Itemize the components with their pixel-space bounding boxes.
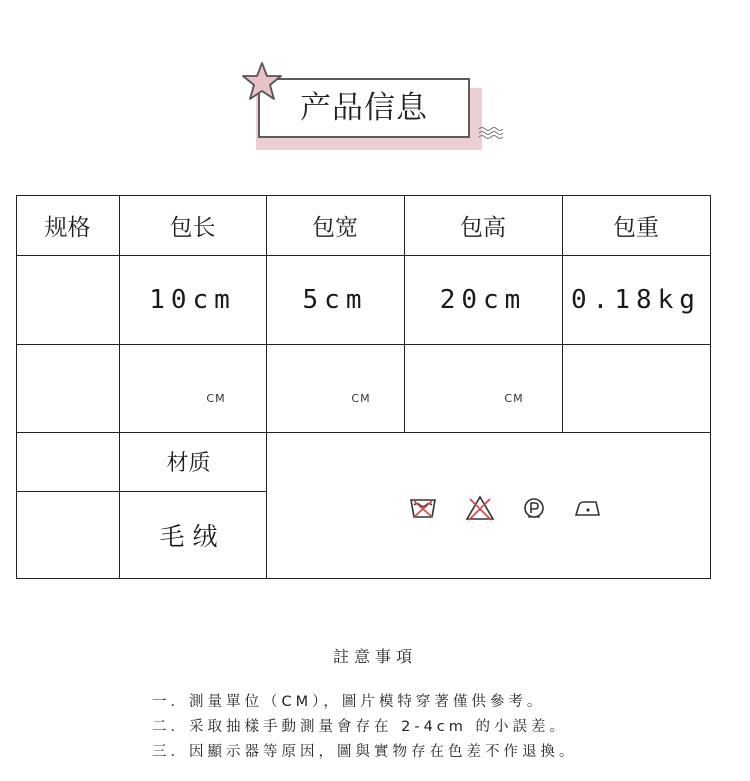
- care-icons: [409, 495, 603, 521]
- dry-clean-p-icon: [523, 497, 545, 519]
- low-iron-icon: [573, 497, 603, 519]
- unit-width: CM: [351, 391, 371, 405]
- product-info-table: [16, 195, 711, 579]
- section-header-badge: [240, 60, 510, 160]
- hand-wash-icon: [409, 496, 437, 520]
- header-weight: 包重: [613, 214, 659, 241]
- header-height: 包高: [460, 214, 506, 241]
- header-spec: 规格: [44, 214, 91, 241]
- value-height: 20cm: [439, 284, 527, 315]
- no-bleach-icon: [465, 495, 495, 521]
- material-label: 材质: [166, 451, 211, 476]
- header-width: 包宽: [312, 214, 358, 241]
- header-length: 包长: [169, 214, 216, 241]
- unit-height: CM: [504, 391, 524, 405]
- note-item-3: 三．因顯示器等原因，圖與實物存在色差不作退換。: [152, 744, 578, 760]
- value-length: 10cm: [149, 284, 236, 315]
- note-item-1: 一．測量單位（CM），圖片模特穿著僅供參考。: [152, 694, 546, 710]
- material-value: 毛绒: [159, 521, 226, 551]
- note-item-2: 二．采取抽樣手動測量會存在 2-4cm 的小誤差。: [152, 719, 568, 735]
- wave-decoration-icon: [478, 126, 504, 140]
- unit-length: CM: [206, 391, 226, 405]
- value-weight: 0.18kg: [571, 284, 701, 315]
- star-icon: [240, 60, 284, 104]
- notes-title: 註意事項: [332, 647, 417, 666]
- section-title: 产品信息: [300, 90, 428, 126]
- value-width: 5cm: [302, 284, 368, 315]
